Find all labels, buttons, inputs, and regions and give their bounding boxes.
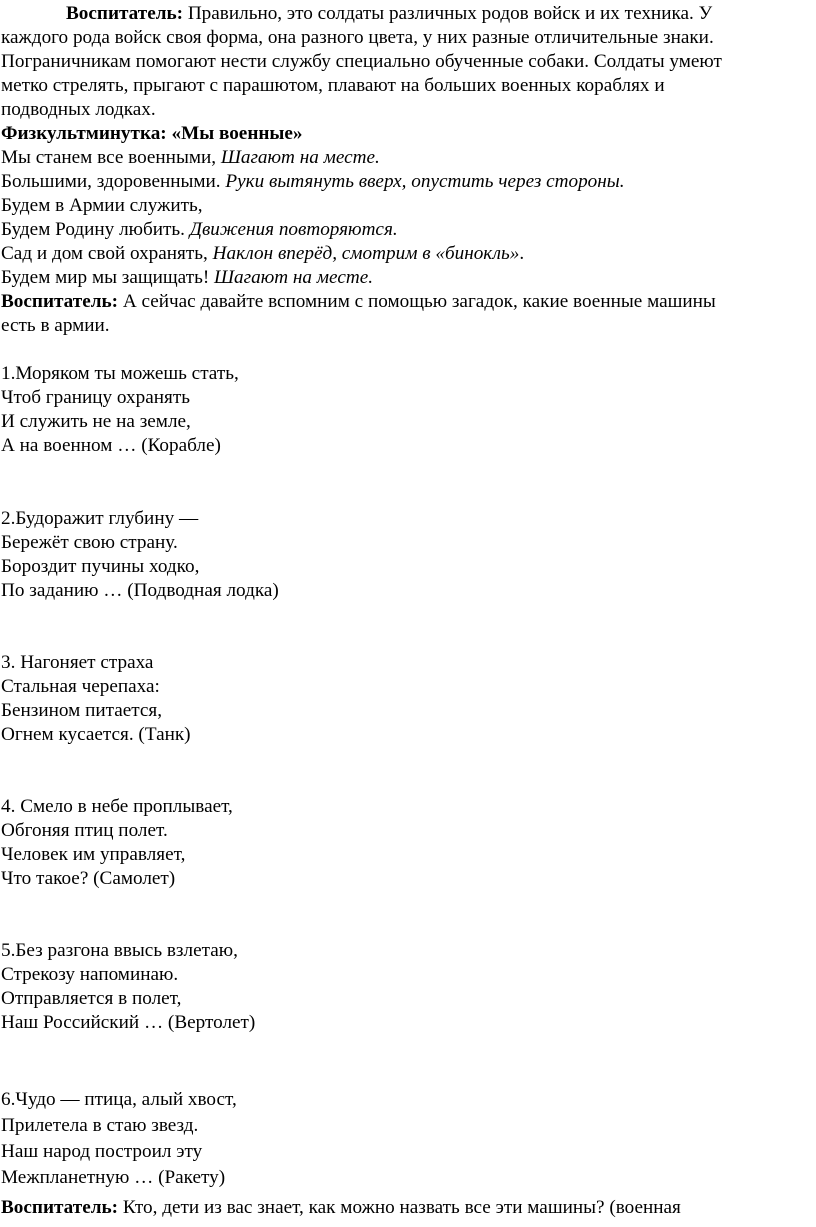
riddle-5-line-4: Наш Российский … (Вертолет)	[1, 1012, 256, 1033]
intro-text-1: Правильно, это солдаты различных родов войск и их техника. У	[183, 3, 713, 24]
fizminutka-title-text: Физкультминутка: «Мы военные»	[1, 123, 303, 144]
fizminutka-action: Наклон вперёд, смотрим в «бинокль»	[212, 243, 520, 264]
fizminutka-row-3	[1, 194, 203, 218]
fizminutka-row-5	[1, 242, 524, 266]
fizminutka-verse: Большими, здоровенными.	[1, 171, 226, 192]
fizminutka-verse: Мы станем все военными,	[1, 147, 221, 168]
fizminutka-title	[1, 122, 303, 146]
fizminutka-verse: Сад и дом свой охранять,	[1, 243, 213, 264]
fizminutka-row-2	[1, 170, 625, 194]
riddle-5-line-1: 5.Без разгона ввысь взлетаю,	[1, 940, 238, 961]
riddle-3-line-4: Огнем кусается. (Танк)	[1, 724, 191, 745]
riddle-3-line-1: 3. Нагоняет страха	[1, 652, 154, 673]
closing-line	[1, 1196, 681, 1220]
intro-line-3: Пограничникам помогают нести службу специально обученные собаки. Солдаты умеют	[1, 51, 722, 72]
intro-line-5: подводных лодках.	[1, 99, 156, 120]
riddle-3-line-3: Бензином питается,	[1, 700, 163, 721]
teacher-riddles-line-2: есть в армии.	[1, 315, 110, 336]
fizminutka-action: Движения повторяются.	[189, 219, 398, 240]
intro-line-1	[66, 2, 712, 26]
riddle-1-line-3: И служить не на земле,	[1, 411, 191, 432]
riddle-6-line-2: Прилетела в стаю звезд.	[1, 1115, 199, 1136]
closing-text: Кто, дети из вас знает, как можно назвать все эти машины? (военная	[118, 1197, 681, 1218]
riddle-5-line-3: Отправляется в полет,	[1, 988, 182, 1009]
riddle-6-line-1: 6.Чудо — птица, алый хвост,	[1, 1089, 237, 1110]
riddle-6-line-4: Межпланетную … (Ракету)	[1, 1167, 226, 1188]
riddle-5-line-2: Стрекозу напоминаю.	[1, 964, 179, 985]
riddle-3-line-2: Стальная черепаха:	[1, 676, 160, 697]
riddle-1-line-4: А на военном … (Корабле)	[1, 435, 221, 456]
fizminutka-verse: Будем мир мы защищать!	[1, 267, 215, 288]
fizminutka-action: Руки вытянуть вверх, опустить через стороны.	[225, 171, 625, 192]
fizminutka-action: Шагают на месте.	[220, 147, 380, 168]
teacher-riddles-line-1	[1, 290, 716, 314]
fizminutka-verse: Будем в Армии служить,	[1, 195, 203, 216]
fizminutka-row-6	[1, 266, 373, 290]
fizminutka-verse: Будем Родину любить.	[1, 219, 190, 240]
riddle-4-line-2: Обгоняя птиц полет.	[1, 820, 168, 841]
riddle-6-line-3: Наш народ построил эту	[1, 1141, 203, 1162]
fizminutka-tail: .	[519, 243, 525, 264]
intro-line-4: метко стрелять, прыгают с парашютом, плавают на больших военных кораблях и	[1, 75, 665, 96]
riddle-4-line-4: Что такое? (Самолет)	[1, 868, 176, 889]
riddle-4-line-1: 4. Смело в небе проплывает,	[1, 796, 233, 817]
riddle-2-line-2: Бережёт свою страну.	[1, 532, 178, 553]
intro-line-2: каждого рода войск своя форма, она разного цвета, у них разные отличительные знаки.	[1, 27, 714, 48]
riddle-2-line-4: По заданию … (Подводная лодка)	[1, 580, 279, 601]
teacher-riddles-text: А сейчас давайте вспомним с помощью загадок, какие военные машины	[118, 291, 716, 312]
riddle-4-line-3: Человек им управляет,	[1, 844, 186, 865]
riddle-2-line-1: 2.Будоражит глубину —	[1, 508, 199, 529]
fizminutka-action: Шагают на месте.	[214, 267, 374, 288]
closing-speaker: Воспитатель:	[1, 1197, 119, 1218]
teacher-speaker: Воспитатель:	[1, 291, 119, 312]
riddle-1-line-2: Чтоб границу охранять	[1, 387, 190, 408]
riddle-2-line-3: Бороздит пучины ходко,	[1, 556, 200, 577]
intro-speaker: Воспитатель:	[66, 3, 184, 24]
fizminutka-row-4	[1, 218, 398, 242]
fizminutka-row-1	[1, 146, 380, 170]
riddle-1-line-1: 1.Моряком ты можешь стать,	[1, 363, 239, 384]
